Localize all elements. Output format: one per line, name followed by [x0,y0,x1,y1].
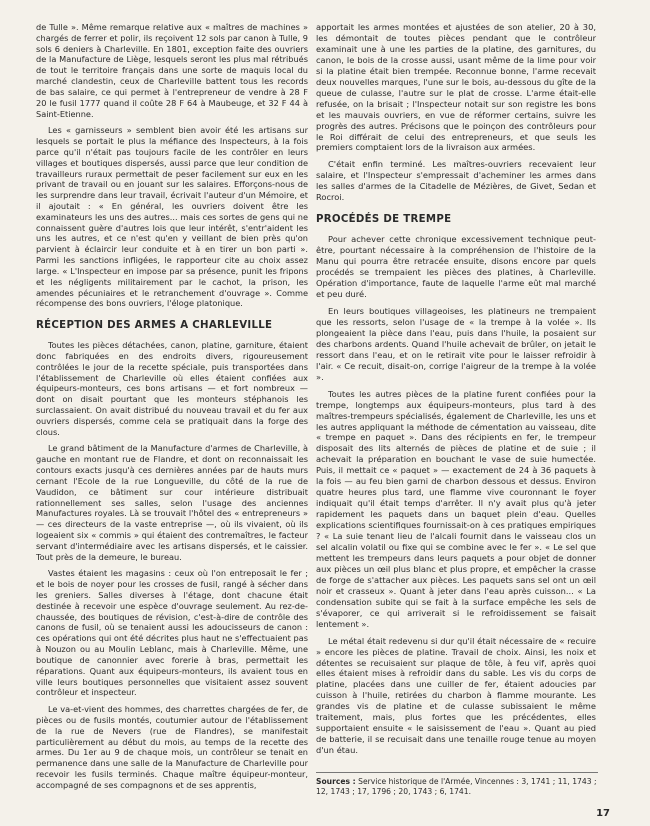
left-paragraph-4: Le grand bâtiment de la Manufacture d'armes de Charleville, à gauche en montant rue de Flandre, et dont on reconnaissait les contours exacts jusqu'à ces dernières années par de hauts murs cernant l'Ecole de la rue Longueville, du côté de la rue de Vaudidon, ce bâtiment sur cour intérieure distribuait rationnellement ses salles, selon l'usage des anciennes Manufactures royales. Là se trouvait l'hôtel des « entrepreneurs » — ces directeurs de la vaste entreprise —, où ils vivaient, où ils logeaient six « commis » qui étaient des contremaîtres, le facteur servant d'intermédiaire avec les artisans dispersés, et le caissier. Tout près de la demeure, le bureau. [36,443,308,562]
sources-footnote [316,772,598,797]
right-paragraph-4: En leurs boutiques villageoises, les platineurs ne trempaient que les ressorts, selon l'usage de « la trempe à la volée ». Ils plongeaient la pièce dans l'eau, puis dans l'huile, la posaient sur des charbons ardents. Quand l'huile achevait de brûler, on jetait le ressort dans l'eau, et on le retirait vite pour le laisser refroidir à l'air. « Ce recuit, disait-on, corrige l'aigreur de la trempe à la volée ». [316,305,596,382]
page-number: 17 [596,808,610,819]
sources-text: Service historique de l'Armée, Vincennes : 3, 1741 ; 11, 1743 ; 12, 1743 ; 17, 1796 ; 20, 1743 ; 6, 1741. [316,777,597,797]
section-heading-reception: RÉCEPTION DES ARMES A CHARLEVILLE [36,320,273,332]
right-paragraph-6: Le métal était redevenu si dur qu'il était nécessaire de « recuire » encore les pièces de platine. Travail de choix. Ainsi, les noix et détentes se recuisaient sur plaque de tôle, à feu vif, après quoi elles étaient mises à refroidir dans du sable. Les vis du corps de platine, placées dans une cuiller de fer, étaient adoucies par cuisson à l'huile, retirées du charbon à flamme mourante. Les grandes vis de platine et de culasse subissaient le même traitement, mais, plus fortes que les précédentes, elles supportaient ensuite « le saisissement de l'eau ». Quant au pied de batterie, il se recuisait dans une tenaille rouge tenue au moyen d'un étau. [316,635,596,756]
left-paragraph-3: Toutes les pièces détachées, canon, platine, garniture, étaient donc fabriquées en des endroits divers, rigoureusement contrôlées le jour de la recette spéciale, puis transportées dans l'établissement de Charleville où elles étaient confiées aux équipeurs-monteurs, ces bons artisans — et fort nombreux — dont on disait pourtant que les monteurs stéphanois les surclassaient. On avait distribué du nouveau travail et du fer aux ouvriers dispersés, comme cela se pratiquait dans la forge des clous. [36,340,308,437]
left-paragraph-5: Vastes étaient les magasins : ceux où l'on entreposait le fer ; et le bois de noyer pour les crosses de fusil, rangé à sécher dans les greniers. Salles diverses à l'étage, dont chacune était destinée à recevoir une espèce d'ouvrage seulement. Au rez-de-chaussée, des boutiques de révision, c'est-à-dire de contrôle des canons de fusil, où se tenaient aussi les adoucisseurs de canon : ces opérations qui ont été décrites plus haut ne s'effectuaient pas à Nouzon ou au Moulin Leblanc, mais à Charleville. Même, une boutique de canonnier avec forerie à bras, permettait les réparations. Quant aux équipeurs-monteurs, ils avaient tous en ville leurs boutiques personnelles que visitaient assez souvent contrôleur et inspecteur. [36,568,308,698]
sources-label: Sources : [316,777,356,786]
left-paragraph-2: Les « garnisseurs » semblent bien avoir été les artisans sur lesquels se portait le plus la méfiance des Inspecteurs, à la fois parce qu'il n'était pas toujours facile de les contrôler en leurs villages et boutiques dispersés, aussi parce que leur condition de travailleurs ruraux permettait de peser facilement sur eux en les privant de travail ou en jouant sur les salaires. Efforçons-nous de les surprendre dans leur travail, écrivait l'auteur d'un Mémoire, et il ajoutait : « En général, les ouvriers doivent être les examinateurs les uns des autres... mais ces sortes de gens qui ne connaissent guère d'autres lois que leur intérêt, s'entr'aident les uns les autres, et ce n'est qu'en y veillant de bien près qu'on parvient à éclaircir leur conduite et à en tirer un bon parti ». Parmi les sanctions infligées, le rapporteur cite au choix assez large. « L'Inspecteur en impose par sa présence, punit les fripons et les négligents militairement par le cachot, la prison, les amendes pécuniaires et le retranchement d'ouvrage ». Comme récompense des bons ouvriers, l'éloge platonique. [36,125,308,309]
right-column [316,22,596,762]
right-paragraph-2: C'était enfin terminé. Les maîtres-ouvriers recevaient leur salaire, et l'Inspecteur s'empressait d'acheminer les armes dans les salles d'armes de la Citadelle de Mézières, de Givet, Sedan et Rocroi. [316,159,596,203]
right-paragraph-3: Pour achever cette chronique excessivement technique peut-être, pourtant nécessaire à la compréhension de l'histoire de la Manu qui pourra être retracée ensuite, disons encore par quels procédés se trempaient les pièces des platines, à Charleville. Opération d'importance, faute de laquelle l'arme eût mal marché et peu duré. [316,234,596,300]
right-paragraph-1: apportait les armes montées et ajustées de son atelier, 20 à 30, les démontait de toutes pièces pendant que le contrôleur examinait une à une les parties de la platine, des garnitures, du canon, le bois de la crosse aussi, usant même de la lime pour voir si la platine était bien trempée. Reconnue bonne, l'arme recevait deux nouvelles marques, l'une sur le bois, au-dessous du gîte de la queue de culasse, l'autre sur le plat de crosse. L'arme était-elle refusée, on la brisait ; l'Inspecteur notait sur son registre les bons et les mauvais ouvriers, en vue de réformer certains, suivre les progrès des autres. Précisons que le poinçon des contrôleurs pour le Roi différait de celui des entrepreneurs, et que seuls les premiers comptaient lors de la livraison aux armées. [316,22,596,153]
left-column [36,22,308,797]
left-paragraph-1: de Tulle ». Même remarque relative aux « maîtres de machines » chargés de ferrer et polir, ils reçoivent 12 sols par canon à Tulle, 9 sols 6 deniers à Charleville. En 1801, exception faite des ouvriers de la Manufacture de Liège, lesquels seront les plus mal rétribués de tout le territoire français dans une sorte de maquis local du marché clandestin, ceux de Charleville battent tous les records de bas salaire, ce qui permet à l'entrepreneur de vendre à 28 F 20 le fusil 1777 quand il coûte 28 F 64 à Maubeuge, et 32 F 44 à Saint-Etienne. [36,22,308,119]
left-paragraph-6: Le va-et-vient des hommes, des charrettes chargées de fer, de pièces ou de fusils montés, coutumier autour de l'établissement de la rue de Nevers (rue de Flandres), se manifestait particulièrement au début du mois, au temps de la recette des armes. Du 1er au 9 de chaque mois, un contrôleur se tenait en permanence dans une salle de la Manufacture de Charleville pour recevoir les fusils terminés. Chaque maître équipeur-monteur, accompagné de ses compagnons et de ses apprentis, [36,704,308,790]
section-heading-trempe: PROCÉDÉS DE TREMPE [316,214,452,226]
right-paragraph-5: Toutes les autres pièces de la platine furent confiées pour la trempe, longtemps aux équipeurs-monteurs, plus tard à des maîtres-trempeurs spécialisés, également de Charleville, les uns et les autres appliquant la méthode de cémentation au vaisseau, dite « trempe en paquet ». Dans des récipients en fer, le trempeur disposait des lits alternés de pièces de platine et de suie ; il achevait la préparation en bouchant le vase de suie humectée. Puis, il mettait ce « paquet » — exactement de 24 à 36 paquets à la fois — au feu bien garni de charbon dessous et dessus. Environ quatre heures plus tard, une flamme vive couronnant le foyer indiquait qu'il était temps d'arrêter. Il n'y avait plus qu'à jeter rapidement les paquets dans un baquet plein d'eau. Quelles explications scientifiques fournissait-on à ces pratiques empiriques ? « La suie tenant lieu de l'alcali fournit dans le vaisseau clos un sel alcalin volatil ou fixe qui se combine avec le fer ». « Le sel que mettent les trempeurs dans leurs paquets a pour objet de donner aux pièces un œil plus blanc et plus propre, et empêcher la crasse de forge de s'attacher aux pièces. Les paquets sans sel ont un œil noir et crasseux ». Quant à jeter dans l'eau après cuisson... « La condensation subite qui se fait à la surface empêche les sels de s'évaporer, ce qui arriverait si le refroidissement se faisait lentement ». [316,388,596,629]
